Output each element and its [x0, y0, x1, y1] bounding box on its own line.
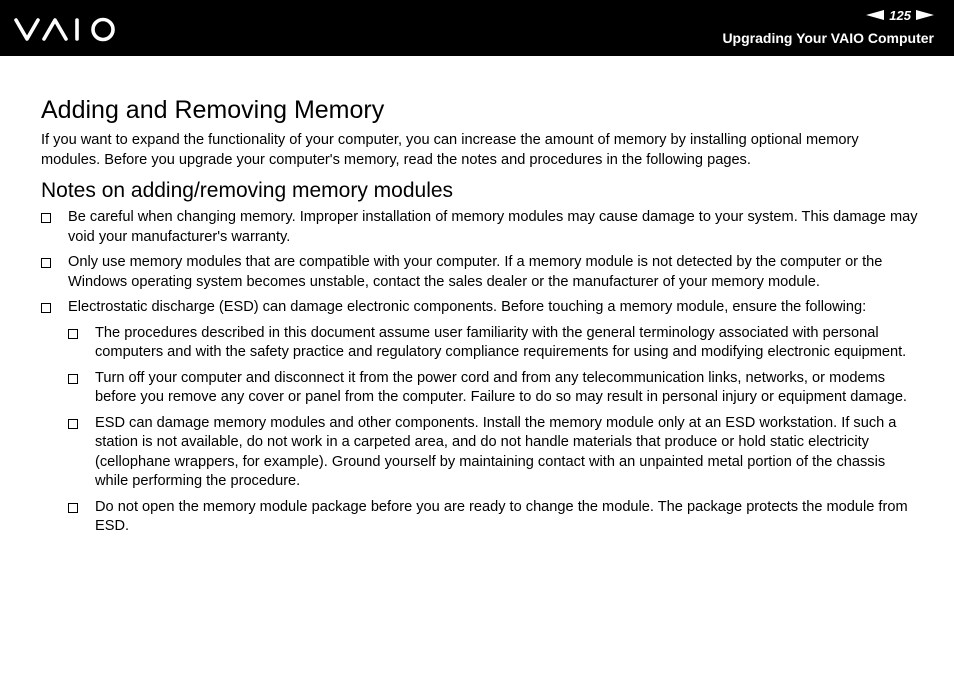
- sub-note-text: The procedures described in this document assume user familiarity with the general terminology associated with personal computers and with the safety practice and regulatory compliance requirements for using and modifying electronic equipment.: [95, 324, 907, 360]
- checkbox-bullet-icon: [68, 374, 78, 384]
- note-text: Be careful when changing memory. Improper installation of memory modules may cause damage to your system. This damage may void your manufacturer's warranty.: [68, 209, 918, 245]
- intro-paragraph: If you want to expand the functionality of your computer, you can increase the amount of memory by installing optional memory modules. Before you upgrade your computer's memory, read the notes and procedures in the following pages.: [41, 132, 859, 168]
- sub-note-text: Turn off your computer and disconnect it from the power cord and from any telecommunication links, networks, or modems before you remove any cover or panel from the computer. Failure to do so may result in personal injury or equipment damage.: [95, 369, 907, 405]
- list-item: [68, 324, 921, 363]
- list-item: [41, 298, 921, 537]
- page-title: Adding and Removing Memory: [41, 96, 385, 124]
- section-subtitle: Notes on adding/removing memory modules: [41, 179, 454, 202]
- main-content: [41, 94, 921, 543]
- section-title: Upgrading Your VAIO Computer: [722, 30, 934, 46]
- checkbox-bullet-icon: [68, 419, 78, 429]
- page-navigation: [866, 7, 934, 23]
- page-number: 125: [889, 7, 911, 23]
- list-item: [68, 369, 921, 408]
- checkbox-bullet-icon: [68, 503, 78, 513]
- next-page-arrow-icon[interactable]: [916, 10, 934, 20]
- previous-page-arrow-icon[interactable]: [866, 10, 884, 20]
- checkbox-bullet-icon: [68, 329, 78, 339]
- vaio-logo: [14, 14, 120, 44]
- checkbox-bullet-icon: [41, 213, 51, 223]
- note-text: Electrostatic discharge (ESD) can damage electronic components. Before touching a memory module, ensure the following:: [68, 299, 867, 315]
- sub-note-text: Do not open the memory module package before you are ready to change the module. The package protects the module from ESD.: [95, 498, 908, 534]
- note-text: Only use memory modules that are compatible with your computer. If a memory module is not detected by the computer or the Windows operating system becomes unstable, contact the sales dealer or the manufacturer of your memory module.: [68, 254, 883, 290]
- checkbox-bullet-icon: [41, 303, 51, 313]
- notes-list: [41, 208, 921, 537]
- sub-notes-list: [68, 324, 921, 537]
- list-item: [68, 498, 921, 537]
- checkbox-bullet-icon: [41, 258, 51, 268]
- list-item: [41, 253, 921, 292]
- list-item: [68, 414, 921, 492]
- sub-note-text: ESD can damage memory modules and other components. Install the memory module only at an ESD workstation. If such a station is not available, do not work in a carpeted area, and do not handle materials that produce or hold static electricity (cellophane wrappers, for example). Ground yourself by maintaining contact with an unpainted metal portion of the chassis while performing the procedure.: [95, 414, 897, 489]
- list-item: [41, 208, 921, 247]
- page-header: [0, 0, 954, 56]
